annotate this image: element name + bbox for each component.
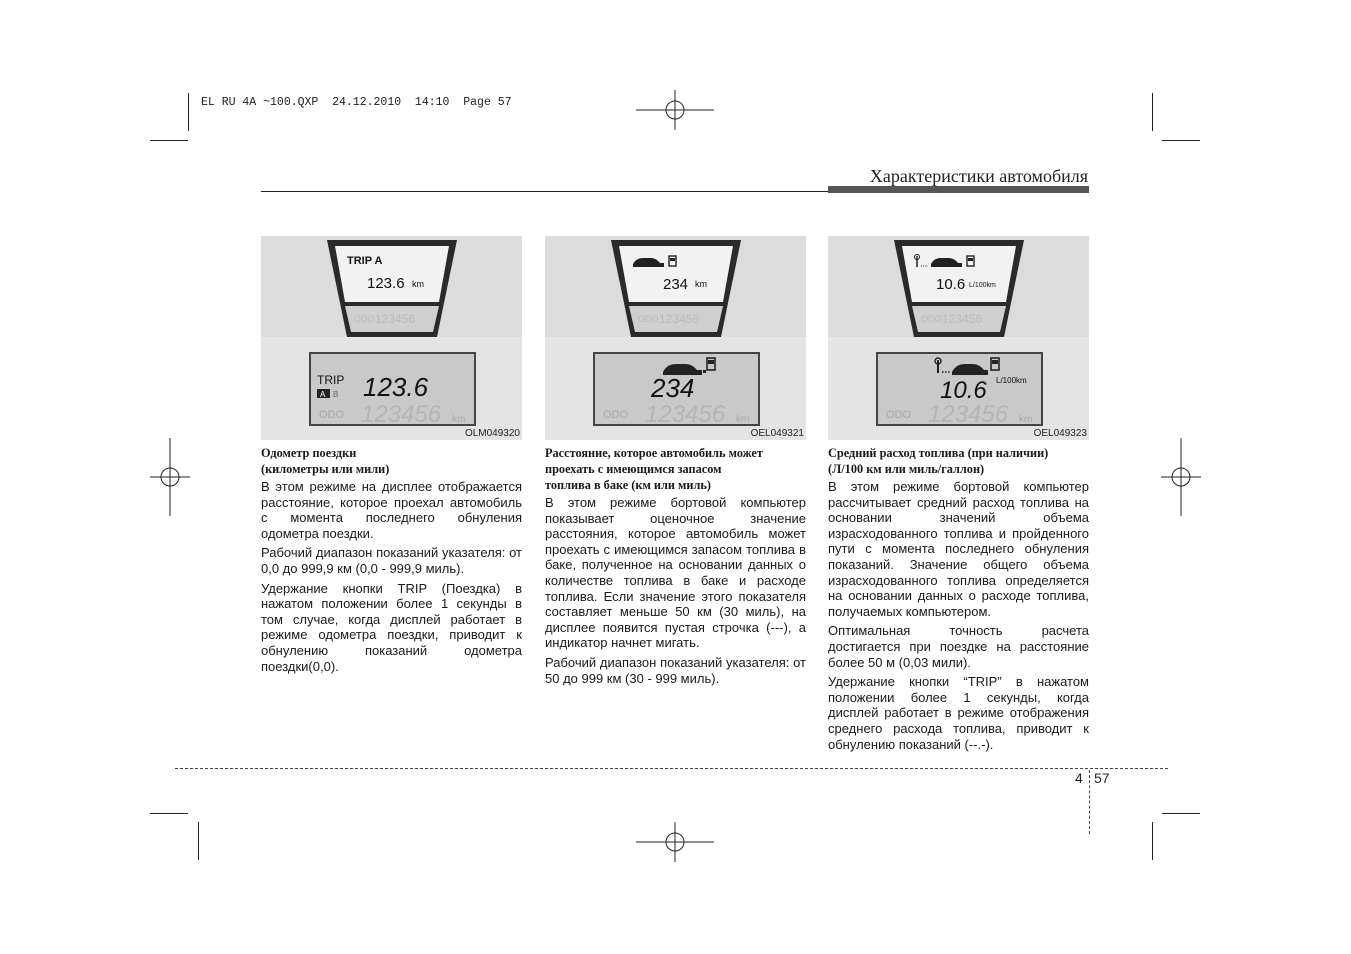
header-rule — [261, 191, 828, 192]
header-accent-bar — [828, 186, 1089, 193]
figure-code: OLM049320 — [464, 428, 520, 439]
lcd-b-label: B — [333, 390, 339, 399]
column-trip-odometer — [261, 236, 522, 678]
lcd-fuel-value: 10.6 — [940, 377, 987, 404]
lcd-photo — [545, 340, 806, 440]
top-odo-value: 123456 — [942, 312, 983, 326]
lcd-odo-label: ODO — [603, 409, 629, 421]
lcd-trip-label: TRIP — [317, 373, 345, 387]
column-heading — [261, 445, 522, 477]
figure-code: OEL049323 — [1033, 428, 1087, 439]
top-trip-value: 123.6 — [367, 275, 405, 292]
registration-mark-bottom — [636, 822, 714, 862]
cluster-display-top — [828, 236, 1089, 337]
lcd-odo-value: 123456 — [645, 401, 726, 428]
top-trip-unit: km — [412, 279, 424, 289]
section-title: Характеристики автомобиля — [869, 166, 1088, 186]
paragraph: Оптимальная точность расчета достигается при поездке на расстояние более 50 м (0,03 мили). — [828, 623, 1089, 670]
cluster-display-top — [261, 236, 522, 337]
registration-mark-left — [150, 438, 190, 516]
figure-distance-to-empty — [545, 236, 806, 440]
top-odo-prefix: ODO — [921, 314, 942, 324]
heading-line: топлива в баке (км или миль) — [545, 478, 712, 492]
lcd-odo-label: ODO — [886, 409, 912, 421]
lcd-odo-unit: km — [452, 414, 466, 425]
paragraph: В этом режиме бортовой компьютер показывает оценочное значение расстояния, которое автомобиль может проехать с имеющимся запасом топлива в баке, полученное на основании данных о количестве топлива в баке и расходе топлива. Если значение этого показателя составляет меньше 50 км (30 миль), на дисплее появится пустая строчка (---), а индикатор начнет мигать. — [545, 495, 806, 651]
paragraph: В этом режиме бортовой компьютер рассчитывает средний расход топлива на основании значений объема израсходованного топлива и пройденного пути с момента последнего обнуления показаний. Значение общего объема израсходованного топлива определяется на основании данных о расходе топлива, получаемых компьютером. — [828, 479, 1089, 619]
heading-line: Одометр поездки — [261, 446, 357, 460]
column-heading — [545, 445, 806, 493]
lcd-display — [545, 340, 806, 440]
paragraph: Удержание кнопки “TRIP” в нажатом положении более 1 секунды, когда дисплей работает в режиме отображения среднего расхода топлива, приводит к обнулению показаний (--.-). — [828, 674, 1089, 752]
cluster-photo — [545, 236, 806, 337]
top-range-unit: km — [695, 279, 707, 289]
top-odo-prefix: ODO — [638, 314, 659, 324]
figure-trip-odometer — [261, 236, 522, 440]
figure-code: OEL049321 — [750, 428, 804, 439]
lcd-odo-unit: km — [736, 414, 750, 425]
print-slug: EL RU 4A ~100.QXP 24.12.2010 14:10 Page 57 — [201, 96, 512, 109]
column-average-fuel — [828, 236, 1089, 756]
top-trip-label: TRIP A — [347, 255, 383, 267]
lcd-range-value: 234 — [651, 373, 695, 403]
column-distance-to-empty — [545, 236, 806, 690]
lcd-fuel-unit: L/100km — [996, 376, 1027, 385]
registration-mark-right — [1161, 438, 1201, 516]
lcd-odo-value: 123456 — [928, 401, 1009, 428]
heading-line: (километры или мили) — [261, 462, 390, 476]
top-odo-value: 123456 — [659, 312, 700, 326]
figure-average-fuel — [828, 236, 1089, 440]
column-heading — [828, 445, 1089, 477]
heading-line: Расстояние, которое автомобиль может — [545, 446, 763, 460]
lcd-display — [261, 340, 522, 440]
footer-rule — [175, 768, 1168, 769]
top-fuel-value: 10.6 — [936, 276, 966, 293]
page-number-divider — [1089, 770, 1090, 834]
lcd-odo-value: 123456 — [361, 401, 442, 428]
lcd-display — [828, 340, 1089, 440]
paragraph: Рабочий диапазон показаний указателя: от 50 до 999 км (30 - 999 миль). — [545, 654, 806, 686]
top-odo-value: 123456 — [375, 312, 416, 326]
paragraph: Удержание кнопки TRIP (Поездка) в нажатом положении более 1 секунды в том случае, когда дисплей работает в режиме одометра поездки, приводит к обнулению показаний одометра поездки(0,0). — [261, 580, 522, 674]
lcd-a-label: A — [320, 390, 326, 399]
top-range-value: 234 — [663, 276, 689, 293]
top-fuel-unit: L/100km — [969, 282, 996, 289]
lcd-trip-value: 123.6 — [363, 372, 429, 402]
lcd-odo-label: ODO — [319, 409, 345, 421]
registration-mark-top — [636, 90, 714, 130]
page-number: 57 — [1094, 770, 1110, 786]
cluster-display-top — [545, 236, 806, 337]
lcd-photo — [828, 340, 1089, 440]
cluster-photo — [828, 236, 1089, 337]
heading-line: (Л/100 км или миль/галлон) — [828, 462, 985, 476]
lcd-odo-unit: km — [1019, 414, 1033, 425]
heading-line: проехать с имеющимся запасом — [545, 462, 722, 476]
cluster-photo — [261, 236, 522, 337]
chapter-number: 4 — [1075, 770, 1083, 786]
paragraph: Рабочий диапазон показаний указателя: от 0,0 до 999,9 км (0,0 - 999,9 миль). — [261, 545, 522, 576]
top-odo-prefix: ODO — [354, 314, 375, 324]
paragraph: В этом режиме на дисплее отображается расстояние, которое проехал автомобиль с момента последнего обнуления одометра поездки. — [261, 479, 522, 541]
heading-line: Средний расход топлива (при наличии) — [828, 446, 1049, 460]
lcd-photo — [261, 340, 522, 440]
